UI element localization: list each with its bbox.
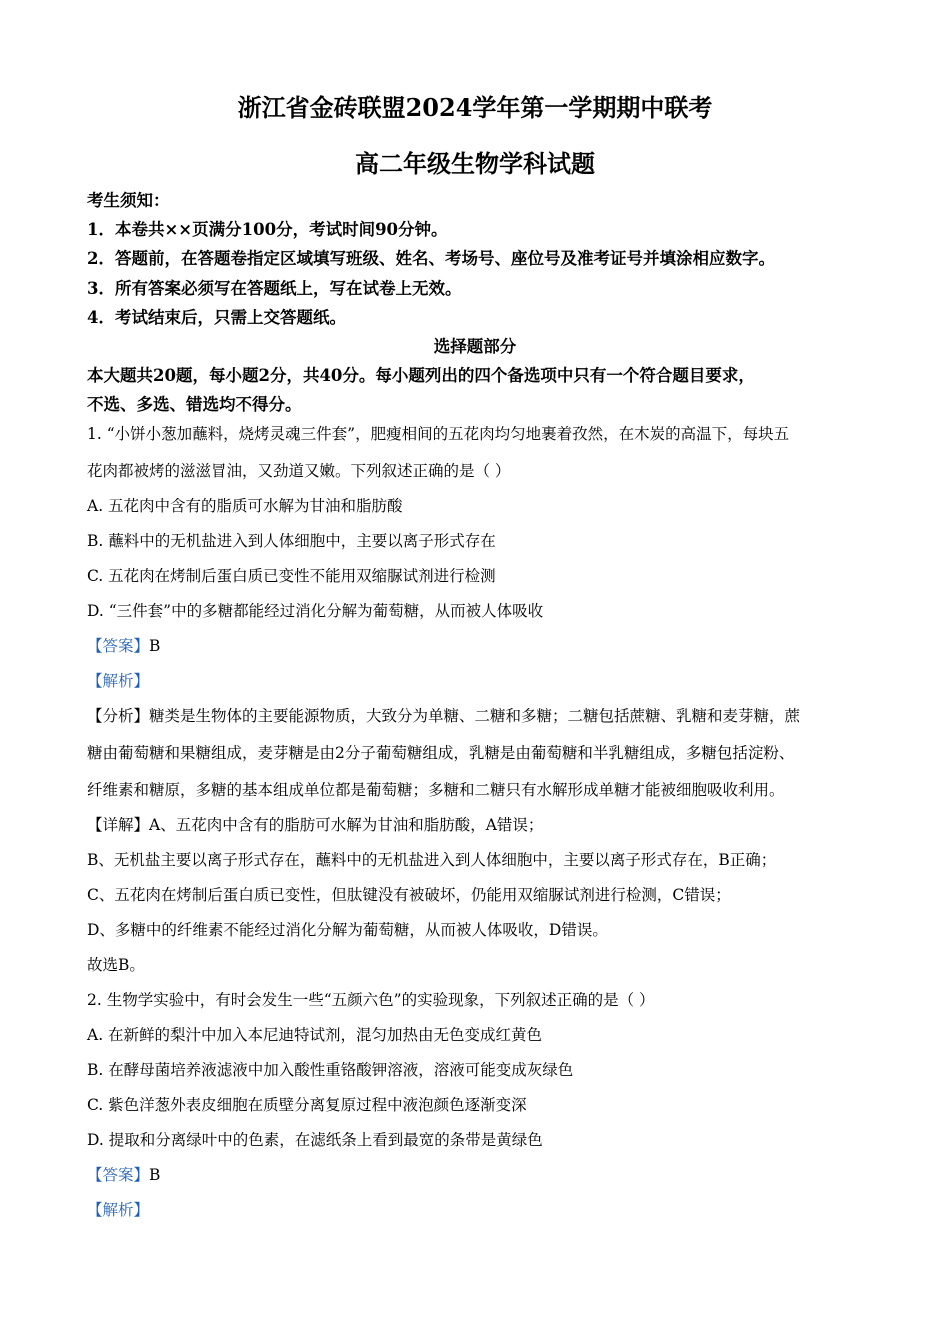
question-option: A. 在新鲜的梨汁中加入本尼迪特试剂，混匀加热由无色变成红黄色: [87, 1026, 543, 1044]
xiangjie-text: D、多糖中的纤维素不能经过消化分解为葡萄糖，从而被人体吸收，D错误。: [87, 921, 608, 939]
xiangjie-text: B、无机盐主要以离子形式存在，蘸料中的无机盐进入到人体细胞中，主要以离子形式存在，B正确；: [87, 851, 777, 869]
question-stem: 1. “小饼小葱加蘸料，烧烤灵魂三件套”，肥瘦相间的五花肉均匀地裹着孜然，在木炭的高温下，每块五: [87, 425, 790, 443]
question-stem: 花肉都被烤的滋滋冒油，又劲道又嫩。下列叙述正确的是（ ）: [87, 462, 511, 480]
fenxi-line: [87, 705, 800, 727]
analysis-line: [87, 1199, 149, 1221]
fenxi-text: 糖由葡萄糖和果糖组成，麦芽糖是由2分子葡萄糖组成，乳糖是由葡萄糖和半乳糖组成，多糖包括淀粉、: [87, 744, 795, 762]
xiangjie-line: [87, 814, 543, 836]
question-option: C. 紫色洋葱外表皮细胞在质壁分离复原过程中液泡颜色逐渐变深: [87, 1096, 527, 1114]
analysis-tag: 【解析】: [87, 672, 150, 690]
fenxi-text: 糖类是生物体的主要能源物质，大致分为单糖、二糖和多糖；二糖包括蔗糖、乳糖和麦芽糖，蔗: [149, 707, 801, 725]
answer-line: [87, 635, 160, 657]
answer-value: B: [149, 637, 161, 655]
answer-value: B: [149, 1166, 161, 1184]
xiangjie-tag: 【详解】: [87, 816, 150, 834]
exam-subtitle: 高二年级生物学科试题: [355, 149, 595, 178]
exam-title: 浙江省金砖联盟2024学年第一学期期中联考: [237, 93, 713, 122]
fenxi-text: 纤维素和糖原，多糖的基本组成单位都是葡萄糖；多糖和二糖只有水解形成单糖才能被细胞吸收利用。: [87, 781, 785, 799]
xiangjie-text: A、五花肉中含有的脂肪可水解为甘油和脂肪酸，A错误；: [149, 816, 544, 834]
question-option: A. 五花肉中含有的脂质可水解为甘油和脂肪酸: [87, 497, 403, 515]
analysis-line: [87, 670, 149, 692]
question-option: D. 提取和分离绿叶中的色素，在滤纸条上看到最宽的条带是黄绿色: [87, 1131, 543, 1149]
section-title: 选择题部分: [433, 337, 517, 356]
section-intro: 不选、多选、错选均不得分。: [87, 395, 302, 414]
answer-tag: 【答案】: [87, 1166, 150, 1184]
answer-line: [87, 1164, 160, 1186]
notice-item: 2．答题前，在答题卷指定区域填写班级、姓名、考场号、座位号及准考证号并填涂相应数字。: [87, 249, 775, 268]
notice-item: 4．考试结束后，只需上交答题纸。: [87, 308, 346, 327]
question-option: C. 五花肉在烤制后蛋白质已变性不能用双缩脲试剂进行检测: [87, 567, 496, 585]
notice-heading: 考生须知：: [87, 191, 170, 210]
xiangjie-text: C、五花肉在烤制后蛋白质已变性，但肽键没有被破坏，仍能用双缩脲试剂进行检测，C错误；: [87, 886, 731, 904]
notice-item: 1．本卷共××页满分100分，考试时间90分钟。: [87, 220, 448, 239]
fenxi-tag: 【分析】: [87, 707, 150, 725]
xiangjie-text: 故选B。: [87, 956, 145, 974]
question-option: D. “三件套”中的多糖都能经过消化分解为葡萄糖，从而被人体吸收: [87, 602, 544, 620]
question-stem: 2. 生物学实验中，有时会发生一些“五颜六色”的实验现象，下列叙述正确的是（ ）: [87, 991, 655, 1009]
section-intro: 本大题共20题，每小题2分，共40分。每小题列出的四个备选项中只有一个符合题目要求，: [87, 366, 755, 385]
notice-item: 3．所有答案必须写在答题纸上，写在试卷上无效。: [87, 279, 462, 298]
answer-tag: 【答案】: [87, 637, 150, 655]
question-option: B. 在酵母菌培养液滤液中加入酸性重铬酸钾溶液，溶液可能变成灰绿色: [87, 1061, 574, 1079]
question-option: B. 蘸料中的无机盐进入到人体细胞中，主要以离子形式存在: [87, 532, 496, 550]
analysis-tag: 【解析】: [87, 1201, 150, 1219]
